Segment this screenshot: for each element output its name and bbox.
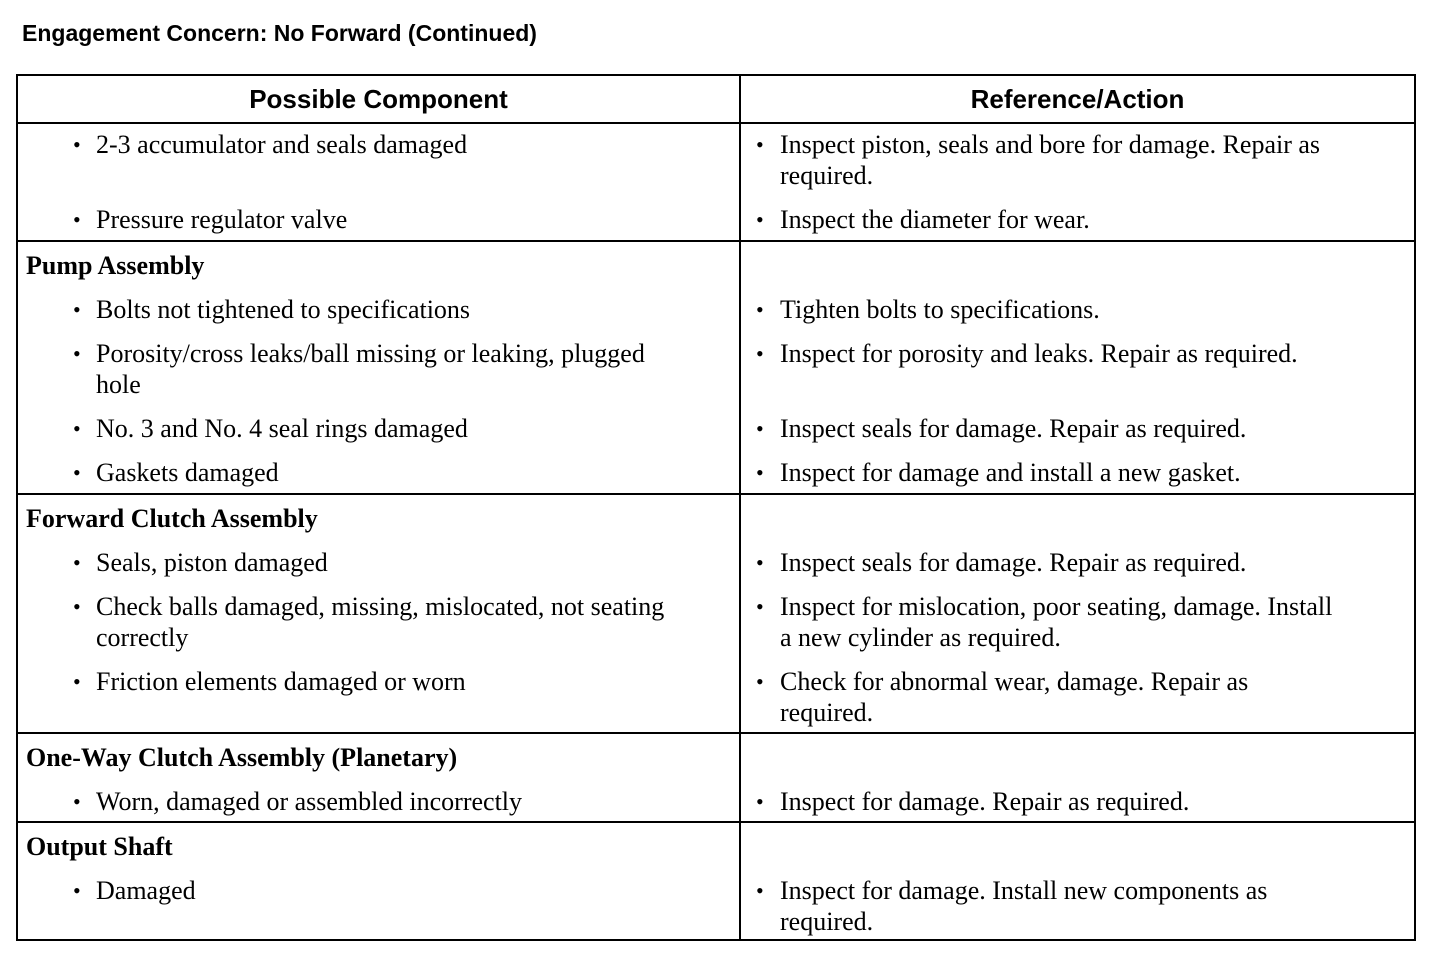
section-rule	[18, 732, 1414, 734]
column-header-component: Possible Component	[249, 83, 508, 114]
action-bullet: •	[756, 669, 764, 694]
section-title: One-Way Clutch Assembly (Planetary)	[26, 743, 458, 772]
component-text: No. 3 and No. 4 seal rings damaged	[96, 414, 468, 443]
action-bullet: •	[756, 460, 764, 485]
diagnostic-table	[16, 74, 1416, 941]
component-bullet: •	[73, 460, 81, 485]
action-bullet: •	[756, 341, 764, 366]
component-text: Friction elements damaged or worn	[96, 667, 466, 696]
component-bullet: •	[73, 550, 81, 575]
section-title: Forward Clutch Assembly	[26, 504, 318, 533]
component-bullet: •	[73, 594, 81, 619]
component-bullet: •	[73, 878, 81, 903]
component-text: Gaskets damaged	[96, 458, 279, 487]
action-bullet: •	[756, 878, 764, 903]
component-bullet: •	[73, 416, 81, 441]
component-bullet: •	[73, 669, 81, 694]
action-bullet: •	[756, 416, 764, 441]
action-text: Inspect for damage and install a new gasket.	[780, 458, 1241, 487]
component-bullet: •	[73, 789, 81, 814]
section-title: Output Shaft	[26, 832, 173, 861]
header-rule	[18, 122, 1414, 124]
action-bullet: •	[756, 132, 764, 157]
component-text: correctly	[96, 623, 189, 652]
action-text: required.	[780, 161, 874, 190]
section-title: Pump Assembly	[26, 251, 205, 280]
component-text: Bolts not tightened to specifications	[96, 295, 471, 324]
component-text: Damaged	[96, 876, 196, 905]
action-text: required.	[780, 907, 874, 936]
section-rule	[18, 493, 1414, 495]
component-bullet: •	[73, 341, 81, 366]
action-text: Inspect seals for damage. Repair as required.	[780, 414, 1247, 443]
component-text: 2-3 accumulator and seals damaged	[96, 130, 468, 159]
component-bullet: •	[73, 297, 81, 322]
action-text: a new cylinder as required.	[780, 623, 1061, 652]
action-text: Inspect for damage. Install new components as	[780, 876, 1268, 905]
action-text: Inspect for porosity and leaks. Repair as required.	[780, 339, 1298, 368]
action-text: Inspect seals for damage. Repair as required.	[780, 548, 1247, 577]
component-bullet: •	[73, 207, 81, 232]
component-bullet: •	[73, 132, 81, 157]
action-bullet: •	[756, 297, 764, 322]
component-text: hole	[96, 370, 141, 399]
component-text: Pressure regulator valve	[96, 205, 348, 234]
action-bullet: •	[756, 594, 764, 619]
column-divider	[739, 76, 741, 939]
section-rule	[18, 240, 1414, 242]
action-text: Inspect piston, seals and bore for damage. Repair as	[780, 130, 1321, 159]
action-bullet: •	[756, 789, 764, 814]
component-text: Porosity/cross leaks/ball missing or leaking, plugged	[96, 339, 645, 368]
component-text: Check balls damaged, missing, mislocated, not seating	[96, 592, 665, 621]
column-header-action: Reference/Action	[970, 83, 1185, 114]
section-rule	[18, 821, 1414, 823]
action-text: Inspect for mislocation, poor seating, damage. Install	[780, 592, 1333, 621]
action-text: Inspect for damage. Repair as required.	[780, 787, 1190, 816]
action-bullet: •	[756, 550, 764, 575]
action-text: Tighten bolts to specifications.	[780, 295, 1100, 324]
action-text: required.	[780, 698, 874, 727]
action-text: Inspect the diameter for wear.	[780, 205, 1090, 234]
page-title: Engagement Concern: No Forward (Continued)	[22, 20, 537, 46]
component-text: Worn, damaged or assembled incorrectly	[96, 787, 523, 816]
action-bullet: •	[756, 207, 764, 232]
action-text: Check for abnormal wear, damage. Repair as	[780, 667, 1249, 696]
component-text: Seals, piston damaged	[96, 548, 328, 577]
